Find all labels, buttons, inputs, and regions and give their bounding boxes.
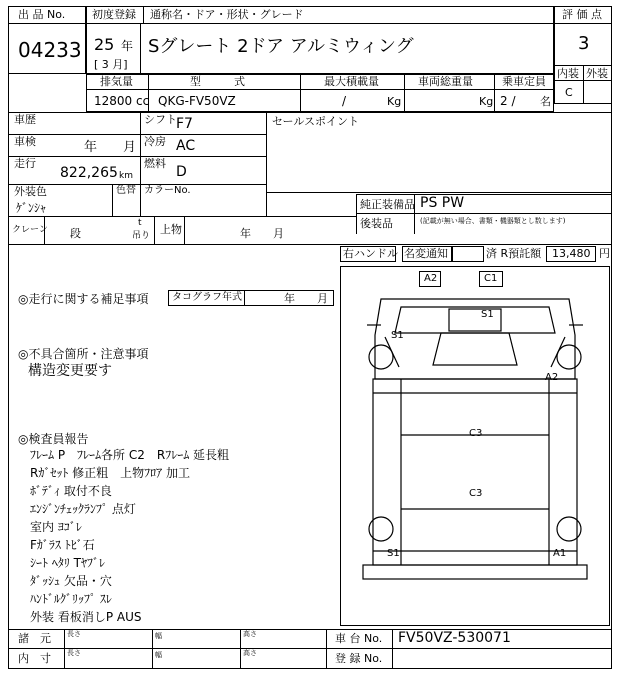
report-line-10: 外装 看板消しP AUS (30, 610, 142, 624)
tacho-label: タコグラフ年式 (172, 292, 242, 303)
mark-a1-rear: A1 (553, 548, 567, 559)
report-line-2: Rｶﾞｾｯﾄ 修正粗 上物ﾌﾛｱ 加工 (30, 466, 190, 480)
ac-value: AC (176, 138, 196, 154)
capacity-unit: 名 (540, 95, 551, 108)
first-reg-label: 初度登録 (92, 8, 136, 21)
report-line-3: ﾎﾞﾃﾞｨ 取付不良 (30, 484, 112, 498)
mileage-value: 822,265 (60, 165, 118, 181)
name-change-value (452, 246, 484, 262)
crane-suspend: 吊り (132, 231, 151, 241)
lot-number: 04233 (18, 38, 82, 62)
mark-a2-top: A2 (424, 273, 438, 284)
inner-dimensions-label: 内 寸 (18, 652, 51, 665)
run-notes-label: ◎走行に関する補足事項 (18, 292, 149, 306)
mark-a2-right: A2 (545, 372, 559, 383)
mark-s1-left: S1 (391, 330, 404, 341)
inner-width-label: 幅 (155, 651, 162, 659)
reg-month: [ 3 月] (94, 58, 128, 71)
score-label: 評 価 点 (562, 8, 602, 21)
mark-c3-lower: C3 (469, 488, 483, 499)
recycle-amount: 13,480 (552, 247, 591, 260)
exterior-label: 外装 (586, 67, 608, 80)
inspection-value: 年 月 (84, 140, 137, 155)
gross-weight-unit: Kg (479, 95, 494, 108)
crane-ton: t (138, 218, 142, 228)
max-load-slash: / (342, 94, 347, 108)
color-change-label: 色替 (116, 185, 136, 196)
chassis-number: FV50VZ-530071 (398, 630, 511, 646)
defect-text: 構造変更要す (28, 363, 112, 379)
upper-label: 上物 (160, 223, 182, 236)
upper-value: 年 月 (240, 227, 284, 240)
chassis-label: 車 台 No. (335, 632, 383, 645)
defect-label: ◎不具合箇所・注意事項 (18, 347, 149, 361)
mark-s1-rear: S1 (387, 548, 400, 559)
inspection-label: 車検 (14, 135, 36, 148)
report-line-9: ﾊﾝﾄﾞﾙｸﾞﾘｯﾌﾟ ｽﾚ (30, 592, 112, 606)
displacement: 12800 cc (94, 94, 150, 108)
report-line-7: ｼｰﾄ ﾍﾀﾘ Tﾔﾌﾞﾚ (30, 556, 105, 570)
interior-grade: C (565, 86, 573, 99)
report-line-4: ｴﾝｼﾞﾝﾁｪｯｸﾗﾝﾌﾟ 点灯 (30, 502, 136, 516)
crane-steps: 段 (70, 227, 81, 240)
crane-label: クレーン (12, 225, 48, 235)
capacity-label: 乗車定員 (502, 75, 546, 88)
equipment-label: 純正装備品 (360, 198, 415, 211)
fuel-value: D (176, 164, 187, 180)
dimensions-label: 諸 元 (18, 632, 51, 645)
history-label: 車歴 (14, 113, 36, 126)
height-label: 高さ (243, 630, 257, 638)
tacho-value: 年 月 (284, 292, 328, 305)
gross-weight-label: 車両総重量 (418, 75, 473, 88)
inspector-label: ◎検査員報告 (18, 432, 89, 446)
lot-label: 出 品 No. (18, 8, 66, 21)
report-line-8: ﾀﾞｯｼｭ 欠品・穴 (30, 574, 112, 588)
reg-year: 25 (94, 35, 115, 54)
report-line-6: Fｶﾞﾗｽ ﾄﾋﾞ石 (30, 538, 95, 552)
registration-label: 登 録 No. (335, 652, 383, 665)
ext-color-value: ｹﾞﾝｼｬ (16, 201, 47, 215)
interior-label: 内装 (557, 67, 579, 80)
max-load-label: 最大積載量 (324, 75, 379, 88)
inner-height-label: 高さ (243, 649, 257, 657)
name-change-label: 名変通知 (404, 247, 448, 260)
width-label: 幅 (155, 632, 162, 640)
report-line-1: ﾌﾚｰﾑ P ﾌﾚｰﾑ各所 C2 Rﾌﾚｰﾑ 延長粗 (30, 448, 230, 462)
recycle-unit: 円 (599, 247, 610, 260)
damage-diagram (340, 266, 610, 626)
shift-label: シフト (144, 113, 177, 126)
mileage-unit: km (119, 171, 133, 181)
model-code: QKG-FV50VZ (158, 94, 236, 108)
score-value: 3 (578, 33, 590, 54)
capacity-value: 2 / (500, 94, 516, 108)
inner-length-label: 長さ (67, 649, 81, 657)
name-label: 通称名・ドア・形状・グレード (150, 8, 304, 21)
max-load-unit: Kg (387, 95, 402, 108)
report-line-5: 室内 ﾖｺﾞﾚ (30, 520, 82, 534)
mark-c3-upper: C3 (469, 428, 483, 439)
mark-s1-cab: S1 (481, 309, 494, 320)
aftermarket-note: (記載が無い場合、書類・機器類とし数します) (420, 217, 566, 225)
car-name: Sグレート 2ドア アルミウィング (148, 36, 414, 57)
equipment-value: PS PW (420, 195, 465, 211)
truck-outline-icon (341, 267, 609, 625)
shift-value: F7 (176, 116, 193, 132)
ext-color-label: 外装色 (14, 185, 47, 198)
mileage-label: 走行 (14, 157, 36, 170)
handle-type: 右ハンドル (343, 247, 398, 260)
model-label: 型 式 (190, 75, 245, 88)
sales-point-label: セールスポイント (272, 115, 360, 128)
reg-year-unit: 年 (121, 39, 134, 53)
color-code-label: カラーNo. (144, 185, 191, 196)
mark-c1: C1 (484, 273, 498, 284)
aftermarket-label: 後装品 (360, 217, 393, 230)
fuel-label: 燃料 (144, 157, 166, 170)
displacement-label: 排気量 (100, 75, 133, 88)
ac-label: 冷房 (144, 135, 166, 148)
recycle-label: 済 R預託額 (486, 247, 542, 260)
length-label: 長さ (67, 630, 81, 638)
